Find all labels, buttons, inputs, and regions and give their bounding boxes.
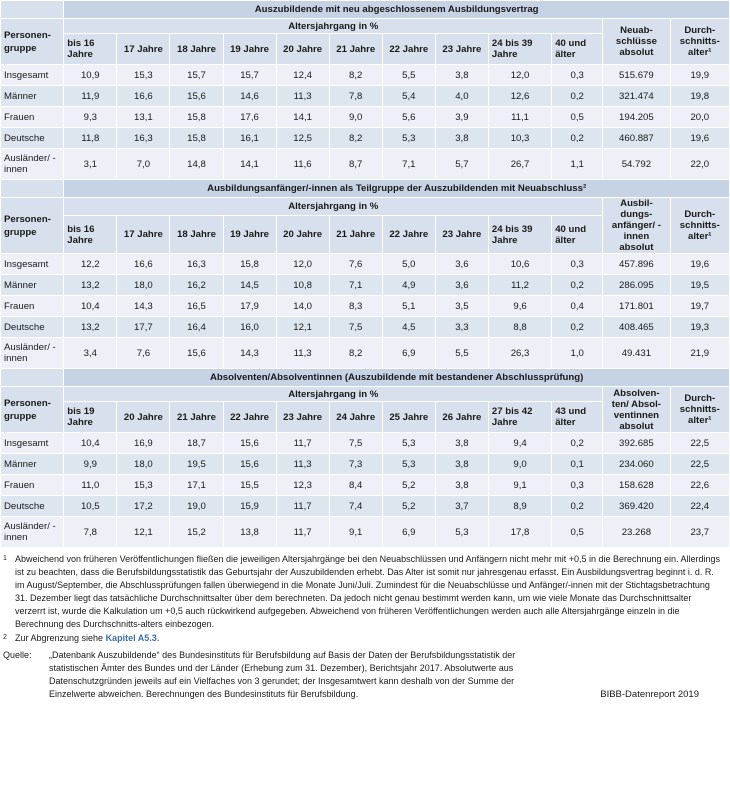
percent-cell: 9,0 bbox=[329, 107, 382, 128]
avg-age-cell: 19,8 bbox=[670, 86, 729, 107]
percent-cell: 8,8 bbox=[488, 317, 551, 338]
footnote-2 bbox=[3, 632, 724, 645]
percent-cell: 14,1 bbox=[276, 107, 329, 128]
row-label: Deutsche bbox=[1, 128, 64, 149]
percent-cell: 10,5 bbox=[64, 496, 117, 517]
percent-cell: 11,7 bbox=[276, 496, 329, 517]
absolute-value-cell: 392.685 bbox=[603, 433, 670, 454]
table-row bbox=[1, 517, 730, 548]
age-column-header: 25 Jahre bbox=[382, 402, 435, 433]
percent-cell: 16,2 bbox=[170, 275, 223, 296]
percent-cell: 26,7 bbox=[488, 149, 551, 180]
absolute-value-cell: 321.474 bbox=[603, 86, 670, 107]
section-subheader-row bbox=[1, 19, 730, 34]
table-row bbox=[1, 496, 730, 517]
percent-cell: 15,7 bbox=[223, 65, 276, 86]
avg-age-cell: 20,0 bbox=[670, 107, 729, 128]
avg-age-cell: 19,9 bbox=[670, 65, 729, 86]
percent-cell: 0,2 bbox=[552, 275, 603, 296]
percent-cell: 3,6 bbox=[435, 254, 488, 275]
percent-cell: 5,5 bbox=[435, 338, 488, 369]
absolute-value-cell: 234.060 bbox=[603, 454, 670, 475]
percent-cell: 9,9 bbox=[64, 454, 117, 475]
absolute-value-cell: 369.420 bbox=[603, 496, 670, 517]
percent-cell: 14,3 bbox=[223, 338, 276, 369]
percent-cell: 17,9 bbox=[223, 296, 276, 317]
percent-cell: 5,7 bbox=[435, 149, 488, 180]
percent-cell: 11,2 bbox=[488, 275, 551, 296]
age-column-header: 43 und älter bbox=[552, 402, 603, 433]
row-label: Insgesamt bbox=[1, 433, 64, 454]
footnote-text bbox=[15, 632, 724, 645]
age-column-header: 24 bis 39 Jahre bbox=[488, 34, 551, 65]
percent-cell: 12,3 bbox=[276, 475, 329, 496]
percent-cell: 16,1 bbox=[223, 128, 276, 149]
total-header: Absolven- ten/ Absol- ventinnen absolut bbox=[603, 387, 670, 433]
percent-cell: 17,8 bbox=[488, 517, 551, 548]
age-column-header: 18 Jahre bbox=[170, 34, 223, 65]
avg-age-cell: 21,9 bbox=[670, 338, 729, 369]
percent-cell: 0,3 bbox=[552, 254, 603, 275]
row-label: Deutsche bbox=[1, 496, 64, 517]
percent-cell: 12,6 bbox=[488, 86, 551, 107]
age-column-header: 27 bis 42 Jahre bbox=[488, 402, 551, 433]
percent-cell: 9,3 bbox=[64, 107, 117, 128]
source bbox=[3, 649, 724, 701]
percent-cell: 13,2 bbox=[64, 275, 117, 296]
age-column-header: 17 Jahre bbox=[117, 216, 170, 254]
table-row bbox=[1, 275, 730, 296]
age-column-header: 22 Jahre bbox=[382, 34, 435, 65]
percent-cell: 15,8 bbox=[170, 128, 223, 149]
absolute-value-cell: 457.896 bbox=[603, 254, 670, 275]
percent-cell: 16,6 bbox=[117, 254, 170, 275]
person-group-header: Personen- gruppe bbox=[1, 387, 64, 433]
percent-cell: 11,6 bbox=[276, 149, 329, 180]
percent-cell: 17,2 bbox=[117, 496, 170, 517]
absolute-value-cell: 54.792 bbox=[603, 149, 670, 180]
percent-cell: 16,3 bbox=[117, 128, 170, 149]
percent-cell: 16,3 bbox=[170, 254, 223, 275]
percent-cell: 16,4 bbox=[170, 317, 223, 338]
section-subheader-row bbox=[1, 198, 730, 216]
percent-cell: 16,9 bbox=[117, 433, 170, 454]
percent-cell: 15,9 bbox=[223, 496, 276, 517]
percent-cell: 16,0 bbox=[223, 317, 276, 338]
avg-age-cell: 23,7 bbox=[670, 517, 729, 548]
percent-cell: 3,8 bbox=[435, 433, 488, 454]
percent-cell: 5,3 bbox=[435, 517, 488, 548]
percent-cell: 0,3 bbox=[552, 65, 603, 86]
age-column-header: 20 Jahre bbox=[276, 216, 329, 254]
percent-cell: 10,3 bbox=[488, 128, 551, 149]
footnote-marker: 2 bbox=[3, 633, 7, 641]
caption-spacer bbox=[1, 180, 64, 198]
percent-cell: 5,6 bbox=[382, 107, 435, 128]
footnote-marker: 1 bbox=[3, 555, 7, 562]
percent-cell: 7,1 bbox=[329, 275, 382, 296]
table-row bbox=[1, 65, 730, 86]
avg-age-cell: 19,7 bbox=[670, 296, 729, 317]
percent-cell: 17,7 bbox=[117, 317, 170, 338]
percent-cell: 15,6 bbox=[170, 86, 223, 107]
percent-cell: 3,8 bbox=[435, 454, 488, 475]
percent-cell: 15,6 bbox=[223, 433, 276, 454]
absolute-value-cell: 171.801 bbox=[603, 296, 670, 317]
absolute-value-cell: 408.465 bbox=[603, 317, 670, 338]
percent-cell: 9,6 bbox=[488, 296, 551, 317]
percent-cell: 14,0 bbox=[276, 296, 329, 317]
percent-cell: 0,2 bbox=[552, 496, 603, 517]
percent-cell: 8,7 bbox=[329, 149, 382, 180]
age-column-header: 19 Jahre bbox=[223, 34, 276, 65]
percent-cell: 12,1 bbox=[276, 317, 329, 338]
percent-cell: 14,5 bbox=[223, 275, 276, 296]
percent-cell: 8,2 bbox=[329, 338, 382, 369]
percent-cell: 0,4 bbox=[552, 296, 603, 317]
percent-cell: 3,7 bbox=[435, 496, 488, 517]
percent-cell: 5,3 bbox=[382, 128, 435, 149]
percent-cell: 19,5 bbox=[170, 454, 223, 475]
percent-cell: 15,3 bbox=[117, 65, 170, 86]
percent-cell: 14,8 bbox=[170, 149, 223, 180]
person-group-header: Personen- gruppe bbox=[1, 19, 64, 65]
percent-cell: 7,6 bbox=[329, 254, 382, 275]
chapter-link[interactable]: Kapitel A5.3 bbox=[105, 632, 157, 643]
table-row bbox=[1, 338, 730, 369]
percent-cell: 3,8 bbox=[435, 475, 488, 496]
percent-cell: 5,0 bbox=[382, 254, 435, 275]
avg-age-cell: 22,5 bbox=[670, 433, 729, 454]
percent-cell: 7,1 bbox=[382, 149, 435, 180]
percent-cell: 17,1 bbox=[170, 475, 223, 496]
percent-cell: 0,2 bbox=[552, 128, 603, 149]
footnote-suffix: . bbox=[156, 632, 160, 643]
percent-cell: 19,0 bbox=[170, 496, 223, 517]
age-column-header: bis 19 Jahre bbox=[64, 402, 117, 433]
table-row bbox=[1, 296, 730, 317]
percent-cell: 11,3 bbox=[276, 338, 329, 369]
percent-cell: 10,9 bbox=[64, 65, 117, 86]
percent-cell: 15,2 bbox=[170, 517, 223, 548]
footnote-prefix: Zur Abgrenzung siehe bbox=[15, 632, 106, 643]
percent-cell: 6,9 bbox=[382, 517, 435, 548]
percent-cell: 12,1 bbox=[117, 517, 170, 548]
percent-cell: 13,8 bbox=[223, 517, 276, 548]
percent-cell: 7,5 bbox=[329, 433, 382, 454]
percent-cell: 11,3 bbox=[276, 454, 329, 475]
age-column-header: 21 Jahre bbox=[329, 34, 382, 65]
percent-cell: 4,0 bbox=[435, 86, 488, 107]
percent-cell: 0,2 bbox=[552, 86, 603, 107]
row-label: Frauen bbox=[1, 475, 64, 496]
table-row bbox=[1, 149, 730, 180]
percent-cell: 17,6 bbox=[223, 107, 276, 128]
notes bbox=[0, 548, 730, 701]
percent-cell: 15,8 bbox=[170, 107, 223, 128]
avg-age-cell: 19,6 bbox=[670, 254, 729, 275]
age-column-header: 20 Jahre bbox=[117, 402, 170, 433]
percent-cell: 15,7 bbox=[170, 65, 223, 86]
percent-cell: 14,3 bbox=[117, 296, 170, 317]
avg-age-cell: 22,4 bbox=[670, 496, 729, 517]
avg-age-cell: 19,6 bbox=[670, 128, 729, 149]
percent-cell: 7,3 bbox=[329, 454, 382, 475]
avg-age-cell: 22,0 bbox=[670, 149, 729, 180]
percent-cell: 3,5 bbox=[435, 296, 488, 317]
percent-cell: 9,1 bbox=[488, 475, 551, 496]
absolute-value-cell: 515.679 bbox=[603, 65, 670, 86]
percent-cell: 11,8 bbox=[64, 128, 117, 149]
percent-cell: 3,8 bbox=[435, 128, 488, 149]
percent-cell: 11,1 bbox=[488, 107, 551, 128]
percent-cell: 0,2 bbox=[552, 433, 603, 454]
percent-cell: 7,8 bbox=[64, 517, 117, 548]
percent-cell: 13,2 bbox=[64, 317, 117, 338]
percent-cell: 10,6 bbox=[488, 254, 551, 275]
percent-cell: 5,5 bbox=[382, 65, 435, 86]
absolute-value-cell: 23.268 bbox=[603, 517, 670, 548]
percent-cell: 5,1 bbox=[382, 296, 435, 317]
percent-cell: 10,4 bbox=[64, 433, 117, 454]
age-column-header: 23 Jahre bbox=[276, 402, 329, 433]
age-column-header: 22 Jahre bbox=[223, 402, 276, 433]
total-header: Ausbil- dungs- anfänger/ -innen absolut bbox=[603, 198, 670, 254]
percent-cell: 7,0 bbox=[117, 149, 170, 180]
percent-cell: 0,2 bbox=[552, 317, 603, 338]
caption-spacer bbox=[1, 369, 64, 387]
percent-cell: 8,2 bbox=[329, 128, 382, 149]
percent-cell: 3,8 bbox=[435, 65, 488, 86]
row-label: Insgesamt bbox=[1, 254, 64, 275]
avg-age-cell: 19,5 bbox=[670, 275, 729, 296]
row-label: Deutsche bbox=[1, 317, 64, 338]
age-group-header: Altersjahrgang in % bbox=[64, 198, 603, 216]
percent-cell: 11,7 bbox=[276, 517, 329, 548]
percent-cell: 11,3 bbox=[276, 86, 329, 107]
avg-age-header: Durch- schnitts- alter¹ bbox=[670, 19, 729, 65]
percent-cell: 3,3 bbox=[435, 317, 488, 338]
percent-cell: 6,9 bbox=[382, 338, 435, 369]
section-caption-row bbox=[1, 180, 730, 198]
row-label: Ausländer/ -innen bbox=[1, 517, 64, 548]
percent-cell: 9,0 bbox=[488, 454, 551, 475]
percent-cell: 7,8 bbox=[329, 86, 382, 107]
table-row bbox=[1, 433, 730, 454]
age-column-header: 24 bis 39 Jahre bbox=[488, 216, 551, 254]
percent-cell: 26,3 bbox=[488, 338, 551, 369]
percent-cell: 5,4 bbox=[382, 86, 435, 107]
percent-cell: 15,5 bbox=[223, 475, 276, 496]
age-column-header: 40 und älter bbox=[552, 216, 603, 254]
table-body bbox=[1, 1, 730, 548]
age-column-header: 19 Jahre bbox=[223, 216, 276, 254]
footnote-text: Abweichend von früheren Veröffentlichungen fließen die jeweiligen Altersjahrgänge bei den Neuabschlüssen und Anfängern nicht mehr mit +0,5 in die Berechnung ein. Allerdings ist zu beachten, dass die Berufsbildungsstatistik das Geburtsjahr der Auszubildenden erhebt. Das Alter ist somit nur jahresgenau erfasst. Ein Ausbildungsvertrag beginnt i. d. R. im August/September, die Abschlussprüfungen fallen überwiegend in die Monate Juni/Juli. Zumindest für die Neuabschlüsse und Anfänger/-innen mit der Stichtagsbetrachtung 31. Dezember liegt das tatsächliche Durchschnittsalter über dem berechneten. Da jedoch nicht genau bestimmt werden kann, um wie viele Monate das Durchschnittsalter verzerrt ist, wurde die Kalkulation um +0,5 auch rückwirkend aufgegeben. Abweichend von früheren Veröffentlichungen werden auch alle Altersjahrgänge einzeln in die Berechnung des Durchschnitts-alters einbezogen. bbox=[15, 554, 721, 630]
percent-cell: 0,5 bbox=[552, 517, 603, 548]
row-label: Insgesamt bbox=[1, 65, 64, 86]
table-row bbox=[1, 128, 730, 149]
source-label: Quelle: bbox=[3, 649, 32, 660]
table-row bbox=[1, 475, 730, 496]
age-column-header: 20 Jahre bbox=[276, 34, 329, 65]
age-column-header: bis 16 Jahre bbox=[64, 34, 117, 65]
age-column-header: 23 Jahre bbox=[435, 34, 488, 65]
absolute-value-cell: 158.628 bbox=[603, 475, 670, 496]
percent-cell: 12,0 bbox=[276, 254, 329, 275]
percent-cell: 18,7 bbox=[170, 433, 223, 454]
total-header: Neuab- schlüsse absolut bbox=[603, 19, 670, 65]
percent-cell: 3,6 bbox=[435, 275, 488, 296]
section-subheader-row bbox=[1, 387, 730, 402]
percent-cell: 5,3 bbox=[382, 454, 435, 475]
row-label: Ausländer/ -innen bbox=[1, 338, 64, 369]
section-caption-row bbox=[1, 1, 730, 19]
percent-cell: 11,0 bbox=[64, 475, 117, 496]
percent-cell: 3,9 bbox=[435, 107, 488, 128]
percent-cell: 14,1 bbox=[223, 149, 276, 180]
absolute-value-cell: 460.887 bbox=[603, 128, 670, 149]
percent-cell: 1,0 bbox=[552, 338, 603, 369]
caption-spacer bbox=[1, 1, 64, 19]
table-row bbox=[1, 317, 730, 338]
percent-cell: 7,6 bbox=[117, 338, 170, 369]
row-label: Frauen bbox=[1, 296, 64, 317]
row-label: Frauen bbox=[1, 107, 64, 128]
table-row bbox=[1, 107, 730, 128]
percent-cell: 15,3 bbox=[117, 475, 170, 496]
avg-age-cell: 22,6 bbox=[670, 475, 729, 496]
percent-cell: 8,2 bbox=[329, 65, 382, 86]
row-label: Männer bbox=[1, 86, 64, 107]
percent-cell: 3,4 bbox=[64, 338, 117, 369]
percent-cell: 12,2 bbox=[64, 254, 117, 275]
percent-cell: 15,8 bbox=[223, 254, 276, 275]
percent-cell: 8,3 bbox=[329, 296, 382, 317]
percent-cell: 9,4 bbox=[488, 433, 551, 454]
percent-cell: 3,1 bbox=[64, 149, 117, 180]
percent-cell: 4,9 bbox=[382, 275, 435, 296]
age-column-header: 18 Jahre bbox=[170, 216, 223, 254]
table-row bbox=[1, 454, 730, 475]
percent-cell: 8,4 bbox=[329, 475, 382, 496]
percent-cell: 5,2 bbox=[382, 496, 435, 517]
table-row bbox=[1, 254, 730, 275]
age-column-header: 24 Jahre bbox=[329, 402, 382, 433]
percent-cell: 0,1 bbox=[552, 454, 603, 475]
percent-cell: 15,6 bbox=[223, 454, 276, 475]
absolute-value-cell: 194.205 bbox=[603, 107, 670, 128]
percent-cell: 16,6 bbox=[117, 86, 170, 107]
percent-cell: 10,8 bbox=[276, 275, 329, 296]
age-group-header: Altersjahrgang in % bbox=[64, 387, 603, 402]
section-caption-row bbox=[1, 369, 730, 387]
source-text: „Datenbank Auszubildende“ des Bundesinstituts für Berufsbildung auf Basis der Daten der Berufsbildungsstatistik der statistischen Ämter des Bundes und der Länder (Erhebung zum 31. Dezember), Berichtsjahr 2017. Absolutwerte aus Datenschutzgründen jeweils auf ein Vielfaches von 3 gerundet; der Insgesamtwert kann deshalb von der Summe der Einzelwerte abweichen. Berechnungen des Bundesinstituts für Berufsbildung. bbox=[49, 649, 516, 699]
absolute-value-cell: 286.095 bbox=[603, 275, 670, 296]
table-row bbox=[1, 86, 730, 107]
row-label: Ausländer/ -innen bbox=[1, 149, 64, 180]
percent-cell: 12,4 bbox=[276, 65, 329, 86]
percent-cell: 0,3 bbox=[552, 475, 603, 496]
percent-cell: 10,4 bbox=[64, 296, 117, 317]
percent-cell: 7,5 bbox=[329, 317, 382, 338]
age-column-header: 22 Jahre bbox=[382, 216, 435, 254]
percent-cell: 11,9 bbox=[64, 86, 117, 107]
percent-cell: 1,1 bbox=[552, 149, 603, 180]
age-column-header: 21 Jahre bbox=[329, 216, 382, 254]
percent-cell: 12,0 bbox=[488, 65, 551, 86]
absolute-value-cell: 49.431 bbox=[603, 338, 670, 369]
avg-age-header: Durch- schnitts- alter¹ bbox=[670, 198, 729, 254]
age-column-header: 17 Jahre bbox=[117, 34, 170, 65]
section-title: Ausbildungsanfänger/-innen als Teilgruppe der Auszubildenden mit Neuabschluss² bbox=[64, 180, 730, 198]
percent-cell: 15,6 bbox=[170, 338, 223, 369]
percent-cell: 11,7 bbox=[276, 433, 329, 454]
avg-age-cell: 22,5 bbox=[670, 454, 729, 475]
age-column-header: 26 Jahre bbox=[435, 402, 488, 433]
age-group-header: Altersjahrgang in % bbox=[64, 19, 603, 34]
section-title: Auszubildende mit neu abgeschlossenem Ausbildungsvertrag bbox=[64, 1, 730, 19]
row-label: Männer bbox=[1, 275, 64, 296]
percent-cell: 4,5 bbox=[382, 317, 435, 338]
person-group-header: Personen- gruppe bbox=[1, 198, 64, 254]
age-column-header: 40 und älter bbox=[552, 34, 603, 65]
section-title: Absolventen/Absolventinnen (Auszubildende mit bestandener Abschlussprüfung) bbox=[64, 369, 730, 387]
percent-cell: 18,0 bbox=[117, 275, 170, 296]
percent-cell: 13,1 bbox=[117, 107, 170, 128]
percent-cell: 5,2 bbox=[382, 475, 435, 496]
age-column-header: 23 Jahre bbox=[435, 216, 488, 254]
percent-cell: 0,5 bbox=[552, 107, 603, 128]
footnote-1 bbox=[3, 553, 724, 632]
percent-cell: 18,0 bbox=[117, 454, 170, 475]
avg-age-header: Durch- schnitts- alter¹ bbox=[670, 387, 729, 433]
percent-cell: 8,9 bbox=[488, 496, 551, 517]
percent-cell: 16,5 bbox=[170, 296, 223, 317]
percent-cell: 12,5 bbox=[276, 128, 329, 149]
percent-cell: 9,1 bbox=[329, 517, 382, 548]
age-column-header: 21 Jahre bbox=[170, 402, 223, 433]
age-column-header: bis 16 Jahre bbox=[64, 216, 117, 254]
percent-cell: 5,3 bbox=[382, 433, 435, 454]
row-label: Männer bbox=[1, 454, 64, 475]
percent-cell: 7,4 bbox=[329, 496, 382, 517]
percent-cell: 14,6 bbox=[223, 86, 276, 107]
avg-age-cell: 19,3 bbox=[670, 317, 729, 338]
brand-label: BIBB-Datenreport 2019 bbox=[600, 688, 699, 700]
